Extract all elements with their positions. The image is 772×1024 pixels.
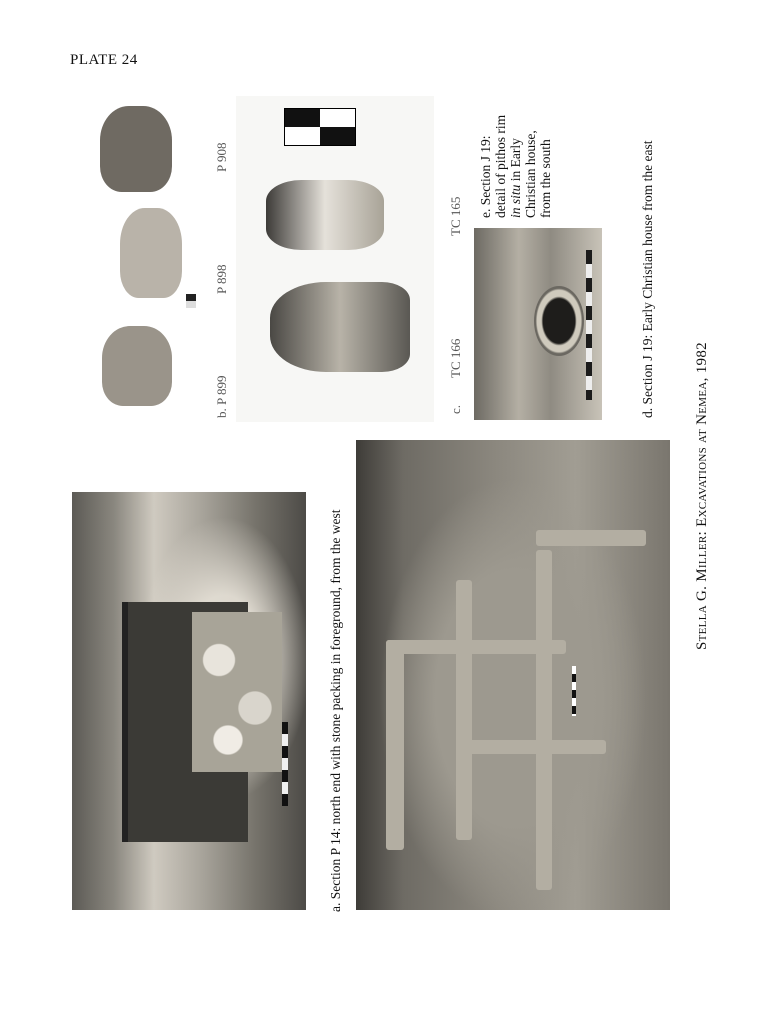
pot-p908 — [100, 106, 172, 192]
wall-segment — [536, 550, 552, 890]
lamp-tc165 — [266, 180, 384, 250]
pottery-scale — [186, 294, 196, 308]
footer-author: Stella G. Miller — [694, 535, 710, 650]
running-footer: Stella G. Miller: Excavations at Nemea, 1982 — [694, 342, 710, 650]
caption-e-line-2: detail of pithos rim — [493, 114, 508, 218]
photo-early-christian-house — [356, 440, 670, 910]
stone-packing — [192, 612, 282, 772]
wall-segment — [536, 530, 646, 546]
pithos-rim — [534, 286, 584, 356]
caption-e-line-5: from the south — [538, 139, 553, 218]
photo-d-scale-bar — [572, 666, 576, 716]
caption-e-line-3 — [508, 115, 523, 218]
lamp-tc166 — [270, 282, 410, 372]
wall-segment — [386, 640, 404, 850]
label-tc165: TC 165 — [448, 196, 463, 236]
label-p908: P 908 — [214, 142, 229, 172]
pot-p898 — [120, 208, 182, 298]
wall-segment — [456, 580, 472, 840]
photo-pottery — [94, 100, 202, 422]
caption-e-line-4: Christian house, — [523, 130, 538, 218]
label-p898: P 898 — [214, 264, 229, 294]
photo-section-p14 — [72, 492, 306, 910]
checker-scale — [284, 108, 356, 146]
label-c: c. — [448, 404, 463, 414]
caption-e-italic: in situ — [508, 184, 523, 218]
caption-d: d. Section J 19: Early Christian house from the east — [640, 140, 655, 418]
plate-number: PLATE 24 — [70, 52, 138, 68]
caption-e-line-1: e. Section J 19: — [478, 135, 493, 218]
label-tc166: TC 166 — [448, 338, 463, 378]
caption-a: a. Section P 14: north end with stone packing in foreground, from the west — [328, 509, 343, 912]
photo-e-scale-rod — [586, 250, 592, 400]
wall-segment — [456, 740, 606, 754]
caption-e-line-3-rest: in Early — [508, 138, 523, 185]
pot-p899 — [102, 326, 172, 406]
photo-pithos-rim — [474, 228, 602, 420]
photo-a-scale-bar — [282, 722, 288, 806]
label-b-p899: b. P 899 — [214, 375, 229, 418]
footer-title: Excavations at Nemea, 1982 — [694, 342, 710, 527]
caption-e — [478, 115, 553, 218]
